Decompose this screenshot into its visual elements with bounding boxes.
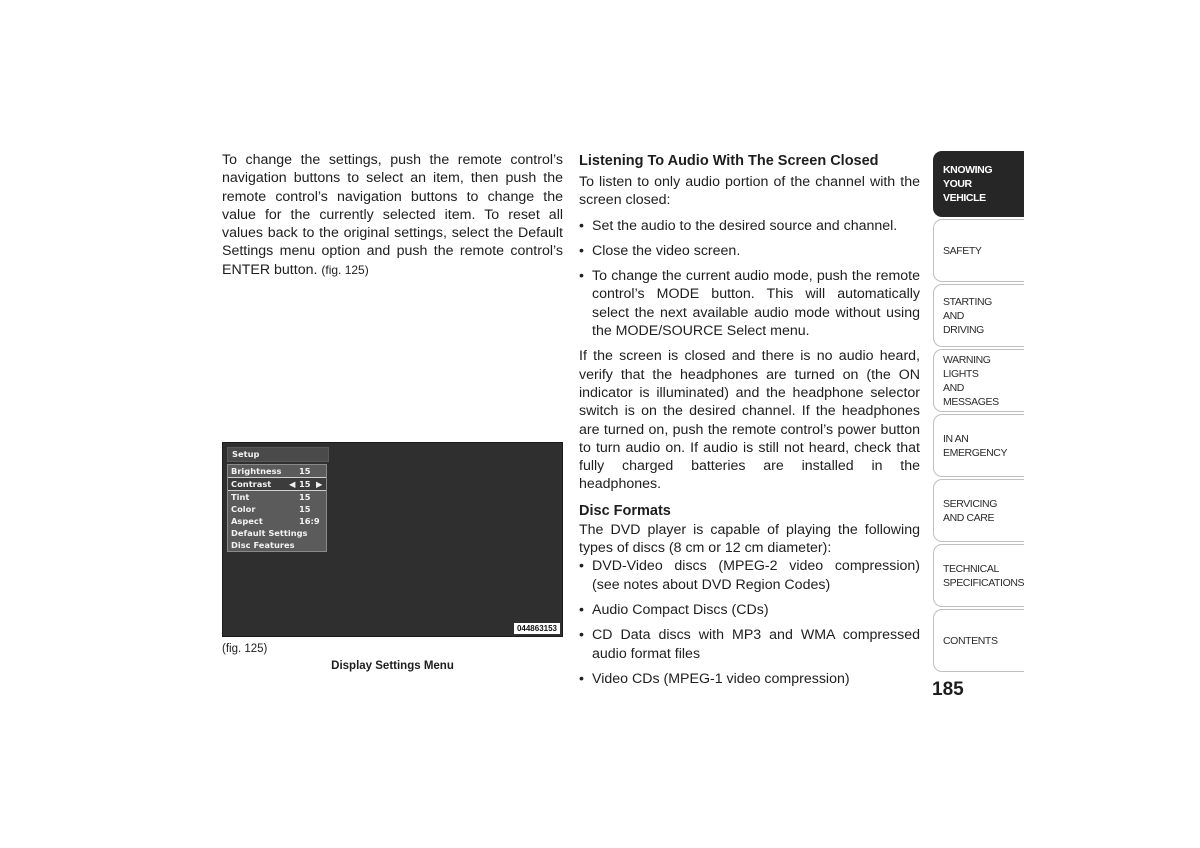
list-item: • DVD-Video discs (MPEG-2 video compression) (see notes about DVD Region Codes) (579, 557, 920, 594)
tab-label: STARTING AND DRIVING (943, 295, 992, 336)
setup-menu-list (227, 464, 327, 552)
tab-starting-and-driving[interactable] (933, 284, 1024, 347)
figure-label: (fig. 125) (222, 643, 268, 655)
settings-paragraph: To change the settings, push the remote control’s navigation buttons to select an item, then push the remote control’s navigation buttons to change the value for the currently selected item. To reset all values back to the original settings, select the Default Settings menu option and push the remote control’s ENTER button. (222, 152, 563, 278)
display-settings-figure (222, 442, 563, 637)
arrow-left-icon: ◀ (289, 479, 296, 489)
list-item: • Set the audio to the desired source and channel. (579, 217, 920, 235)
figure-code: 044863153 (514, 623, 560, 634)
menu-row-tint (228, 491, 326, 503)
page-number: 185 (932, 679, 964, 700)
figure-caption: Display Settings Menu (331, 660, 454, 672)
section-heading-disc-formats: Disc Formats (579, 502, 671, 519)
tab-label: SERVICING AND CARE (943, 497, 997, 524)
menu-row-aspect (228, 515, 326, 527)
list-item: • CD Data discs with MP3 and WMA compressed audio format files (579, 626, 920, 663)
tab-contents[interactable] (933, 609, 1024, 672)
disc-formats-intro: The DVD player is capable of playing the following types of discs (8 cm or 12 cm diameter): (579, 521, 920, 557)
setup-menu-title: Setup (227, 447, 329, 462)
tab-label: SAFETY (943, 244, 982, 257)
audio-section (579, 151, 920, 688)
menu-row-value: 15 (299, 492, 311, 502)
section-heading-listening: Listening To Audio With The Screen Closed (579, 153, 879, 169)
tab-safety[interactable] (933, 219, 1024, 282)
setup-menu (227, 447, 327, 552)
menu-row-value: 15 (299, 504, 311, 514)
menu-row-label: Color (231, 504, 256, 514)
menu-row-label: Tint (231, 492, 250, 502)
tab-knowing-your-vehicle[interactable] (933, 151, 1024, 217)
tab-warning-lights[interactable] (933, 349, 1024, 412)
menu-row-default-settings (228, 527, 326, 539)
menu-row-value: 16:9 (299, 516, 320, 526)
menu-row-contrast (228, 477, 326, 491)
menu-row-disc-features (228, 539, 326, 551)
troubleshoot-paragraph: If the screen is closed and there is no audio heard, verify that the headphones are turned on (the ON indicator is illuminated) and the headphone selector switch is on the desired channel. If the headphones are turned on, push the remote control’s power button to turn audio on. If audio is still not heard, check that fully charged batteries are installed in the headphones. (579, 348, 920, 493)
tab-label: TECHNICAL SPECIFICATIONS (943, 562, 1025, 589)
menu-row-color (228, 503, 326, 515)
tab-servicing-and-care[interactable] (933, 479, 1024, 542)
tab-label: CONTENTS (943, 634, 998, 647)
menu-row-value: 15 (299, 466, 311, 476)
tab-technical-specifications[interactable] (933, 544, 1024, 607)
settings-instructions (222, 151, 563, 279)
tab-label: KNOWING YOUR VEHICLE (943, 164, 993, 204)
list-item: • Video CDs (MPEG-1 video compression) (579, 670, 920, 688)
listening-intro: To listen to only audio portion of the channel with the screen closed: (579, 174, 920, 209)
menu-row-label: Aspect (231, 516, 263, 526)
chapter-tabs (933, 151, 1024, 674)
tab-label: WARNING LIGHTS AND MESSAGES (943, 353, 999, 408)
list-item: • To change the current audio mode, push the remote control’s MODE button. This will automatically select the next available audio mode without using the MODE/SOURCE Select menu. (579, 267, 920, 340)
arrow-right-icon: ▶ (316, 479, 323, 489)
disc-formats-list (579, 557, 920, 688)
menu-row-brightness (228, 465, 326, 477)
list-item: • Close the video screen. (579, 242, 920, 260)
menu-row-value: 15 (299, 479, 311, 489)
listening-steps (579, 217, 920, 341)
menu-row-label: Disc Features (231, 540, 295, 550)
menu-row-label: Contrast (231, 479, 272, 489)
tab-label: IN AN EMERGENCY (943, 432, 1008, 459)
menu-row-label: Default Settings (231, 528, 308, 538)
tab-in-an-emergency[interactable] (933, 414, 1024, 477)
menu-row-label: Brightness (231, 466, 282, 476)
list-item: • Audio Compact Discs (CDs) (579, 601, 920, 619)
figure-reference: (fig. 125) (321, 262, 369, 277)
